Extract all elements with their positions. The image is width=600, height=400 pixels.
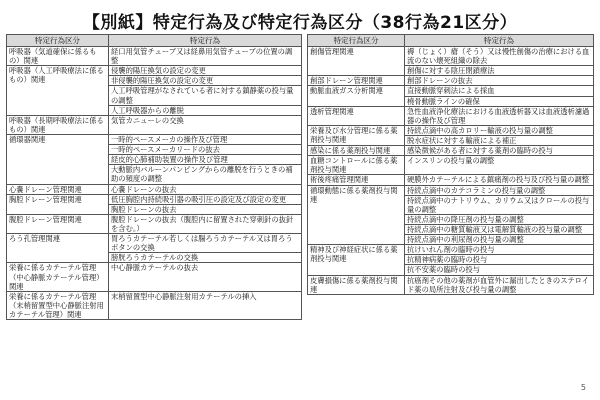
act-cell: 経口用気管チューブ又は経鼻用気管チューブの位置の調整 [109, 47, 302, 66]
category-cell: 精神及び神経症状に係る薬剤投与関連 [308, 245, 405, 275]
act-cell: 直接動脈穿刺法による採血 [405, 86, 594, 96]
act-cell: 橈骨動脈ラインの確保 [405, 96, 594, 106]
category-cell: 栄養及び水分管理に係る薬剤投与関連 [308, 125, 405, 145]
act-cell: インスリンの投与量の調整 [405, 156, 594, 175]
table-header-row [308, 35, 594, 47]
act-cell: 創部ドレーンの抜去 [405, 76, 594, 86]
category-cell: 胸腔ドレーン管理関連 [7, 194, 109, 214]
table-row [308, 175, 594, 185]
category-cell: 透析管理関連 [308, 106, 405, 125]
act-cell: 持続点滴中の糖質輸液又は電解質輸液の投与量の調整 [405, 224, 594, 234]
act-cell: 硬膜外カテーテルによる鎮痛剤の投与及び投与量の調整 [405, 175, 594, 185]
act-cell: 抗癌剤その他の薬剤が血管外に漏出したときのステロイド薬の局所注射及び投与量の調整 [405, 275, 594, 294]
category-cell: 創部ドレーン管理関連 [308, 76, 405, 86]
act-cell: 一時的ペースメーカリードの抜去 [109, 145, 302, 155]
act-cell: 持続点滴中の利尿剤の投与量の調整 [405, 235, 594, 245]
table-row [308, 125, 594, 135]
act-cell: 抗精神病薬の臨時の投与 [405, 255, 594, 265]
table-row [308, 146, 594, 156]
act-cell: 急性血液浄化療法における血液透析器又は血液透析濾過器の操作及び管理 [405, 106, 594, 125]
act-cell: 人工呼吸管理がなされている者に対する鎮静薬の投与量の調整 [109, 86, 302, 105]
act-cell: 経皮的心肺補助装置の操作及び管理 [109, 155, 302, 165]
category-cell: 栄養に係るカテーテル管理（中心静脈カテーテル管理）関連 [7, 263, 109, 291]
act-cell: 持続点滴中の降圧剤の投与量の調整 [405, 214, 594, 224]
act-cell: 持続点滴中の高カロリー輸液の投与量の調整 [405, 125, 594, 135]
page-title: 【別紙】特定行為及び特定行為区分（38行為21区分） [82, 13, 518, 33]
table-row [308, 185, 594, 195]
act-cell: 心嚢ドレーンの抜去 [109, 184, 302, 194]
left-table-body [7, 47, 302, 320]
table-row [7, 214, 302, 233]
table-row [7, 134, 302, 144]
act-cell: 持続点滴中のナトリウム、カリウム又はクロールの投与量の調整 [405, 195, 594, 214]
category-cell: 腹腔ドレーン管理関連 [7, 214, 109, 233]
header-act: 特定行為 [109, 35, 302, 47]
act-cell: 侵襲的陽圧換気の設定の変更 [109, 66, 302, 76]
table-row [308, 47, 594, 66]
act-cell: 気管カニューレの交換 [109, 115, 302, 134]
category-cell: 術後疼痛管理関連 [308, 175, 405, 185]
category-cell: 栄養に係るカテーテル管理（末梢留置型中心静脈注射用カテーテル管理）関連 [7, 291, 109, 319]
table-row [308, 156, 594, 175]
category-cell: 循環器関連 [7, 134, 109, 184]
act-cell: 創傷に対する陰圧閉鎖療法 [405, 66, 594, 76]
act-cell: 褥（じょく）瘡（そう）又は慢性創傷の治療における血流のない壊死組織の除去 [405, 47, 594, 66]
table-row [308, 86, 594, 96]
table-row [7, 184, 302, 194]
act-cell: 胃ろうカテーテル若しくは腸ろうカテーテル又は胃ろうボタンの交換 [109, 234, 302, 253]
act-cell: 膀胱ろうカテーテルの交換 [109, 253, 302, 263]
table-row [308, 245, 594, 255]
act-cell: 低圧胸腔内持続吸引器の吸引圧の設定及び設定の変更 [109, 194, 302, 204]
table-row [7, 291, 302, 319]
category-cell: 動脈血液ガス分析関連 [308, 86, 405, 106]
category-cell: 創傷管理関連 [308, 47, 405, 76]
act-cell: 抗けいれん剤の臨時の投与 [405, 245, 594, 255]
table-row [7, 194, 302, 204]
right-table-body [308, 47, 594, 295]
category-cell: 感染に係る薬剤投与関連 [308, 146, 405, 156]
header-category: 特定行為区分 [308, 35, 405, 47]
table-row [7, 234, 302, 253]
right-acts-table [307, 34, 594, 295]
act-cell: 抗不安薬の臨時の投与 [405, 265, 594, 275]
table-row [7, 263, 302, 291]
act-cell: 腹腔ドレーンの抜去（腹腔内に留置された穿刺針の抜針を含む。） [109, 214, 302, 233]
act-cell: 大動脈内バルーンパンピングからの離脱を行うときの補助の頻度の調整 [109, 165, 302, 184]
act-cell: 感染徴候がある者に対する薬剤の臨時の投与 [405, 146, 594, 156]
category-cell: 循環動態に係る薬剤投与関連 [308, 185, 405, 245]
act-cell: 人工呼吸器からの離脱 [109, 105, 302, 115]
category-cell: 呼吸器（人工呼吸療法に係るもの）関連 [7, 66, 109, 116]
table-row [7, 115, 302, 134]
page-number: 5 [580, 383, 586, 392]
table-row [7, 47, 302, 66]
act-cell: 胸腔ドレーンの抜去 [109, 204, 302, 214]
header-act: 特定行為 [405, 35, 594, 47]
table-header-row [7, 35, 302, 47]
table-row [7, 66, 302, 76]
category-cell: 呼吸器（長期呼吸療法に係るもの）関連 [7, 115, 109, 134]
table-row [308, 106, 594, 125]
act-cell: 一時的ペースメーカの操作及び管理 [109, 134, 302, 144]
act-cell: 末梢留置型中心静脈注射用カテーテルの挿入 [109, 291, 302, 319]
category-cell: 心嚢ドレーン管理関連 [7, 184, 109, 194]
category-cell: 血糖コントロールに係る薬剤投与関連 [308, 156, 405, 175]
header-category: 特定行為区分 [7, 35, 109, 47]
act-cell: 脱水症状に対する輸液による補正 [405, 135, 594, 145]
table-row [308, 76, 594, 86]
left-acts-table [6, 34, 302, 320]
category-cell: ろう孔管理関連 [7, 234, 109, 263]
category-cell: 呼吸器（気道確保に係るもの）関連 [7, 47, 109, 66]
act-cell: 非侵襲的陽圧換気の設定の変更 [109, 76, 302, 86]
act-cell: 中心静脈カテーテルの抜去 [109, 263, 302, 291]
table-row [308, 275, 594, 294]
act-cell: 持続点滴中のカテコラミンの投与量の調整 [405, 185, 594, 195]
category-cell: 皮膚損傷に係る薬剤投与関連 [308, 275, 405, 294]
